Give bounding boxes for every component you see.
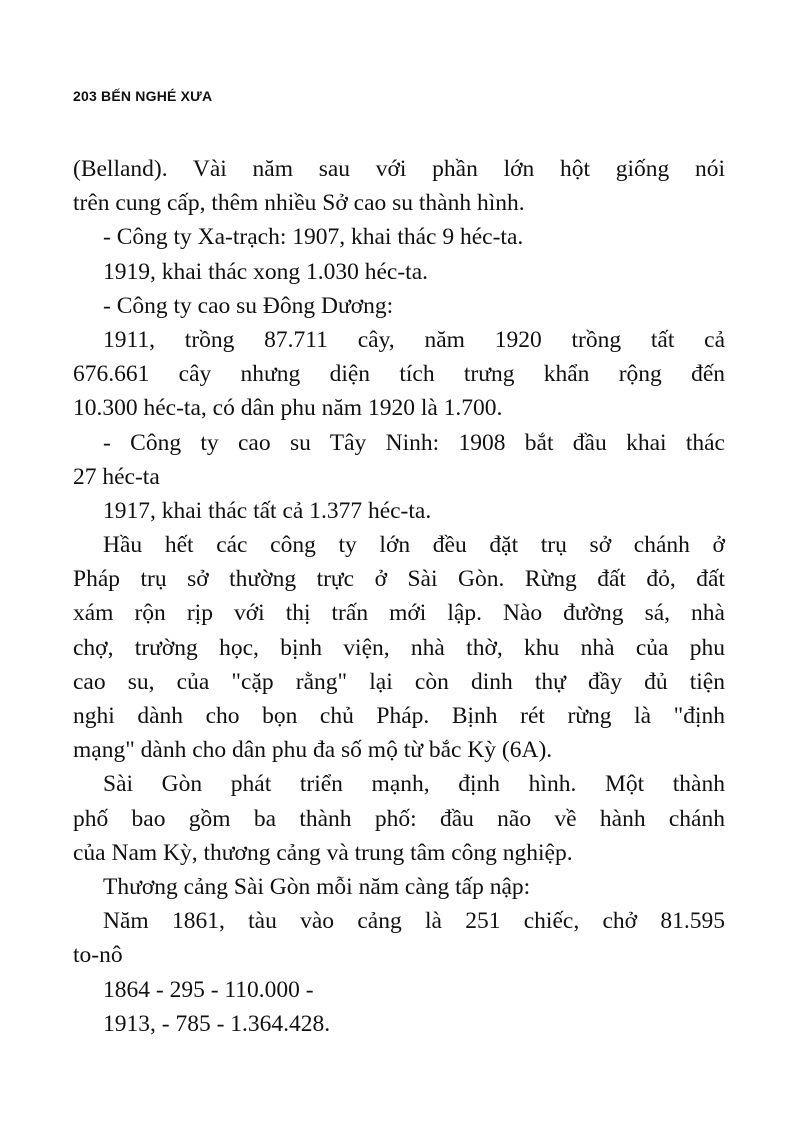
text-line: 1917, khai thác tất cả 1.377 héc-ta. — [103, 497, 432, 524]
text-line: Pháp trụ sở thường trực ở Sài Gòn. Rừng đất đỏ, đất — [73, 566, 725, 593]
text-line: nghi dành cho bọn chủ Pháp. Bịnh rét rừng là "định — [73, 703, 725, 729]
running-header: 203 BẾN NGHÉ XƯA — [73, 88, 213, 104]
text-line: - Công ty cao su Đông Dương: — [103, 292, 394, 319]
text-line: mạng" dành cho dân phu đa số mộ từ bắc Kỳ (6A). — [73, 737, 553, 764]
text-line: trên cung cấp, thêm nhiều Sở cao su thành hình. — [73, 190, 525, 217]
body-text — [73, 152, 725, 1041]
text-line: cao su, của "cặp rằng" lại còn dinh thự đầy đủ tiện — [73, 668, 725, 695]
text-line: Năm 1861, tàu vào cảng là 251 chiếc, chở 81.595 — [103, 908, 725, 935]
text-line: của Nam Kỳ, thương cảng và trung tâm công nghiệp. — [73, 839, 573, 866]
text-line: to-nô — [73, 942, 123, 969]
text-line: (Belland). Vài năm sau với phần lớn hột giống nói — [73, 156, 725, 182]
text-line: phố bao gồm ba thành phố: đầu não về hành chánh — [73, 805, 725, 832]
text-line: Hầu hết các công ty lớn đều đặt trụ sở chánh ở — [103, 532, 725, 559]
text-line: Thương cảng Sài Gòn mỗi năm càng tấp nập: — [103, 873, 531, 900]
text-line: - Công ty Xa-trạch: 1907, khai thác 9 héc-ta. — [103, 224, 524, 251]
text-line: 1911, trồng 87.711 cây, năm 1920 trồng tất cả — [103, 326, 725, 353]
text-line: 676.661 cây nhưng diện tích trưng khẩn rộng đến — [73, 361, 725, 388]
text-line: 27 héc-ta — [73, 463, 160, 490]
text-line: 10.300 héc-ta, có dân phu năm 1920 là 1.700. — [73, 395, 503, 422]
text-line: chợ, trường học, bịnh viện, nhà thờ, khu nhà của phu — [73, 634, 725, 661]
text-line: 1864 - 295 - 110.000 - — [103, 976, 314, 1003]
text-line: xám rộn rịp với thị trấn mới lập. Nào đường sá, nhà — [73, 600, 725, 627]
text-line: Sài Gòn phát triển mạnh, định hình. Một thành — [103, 771, 725, 798]
text-line: 1919, khai thác xong 1.030 héc-ta. — [103, 258, 428, 285]
text-line: - Công ty cao su Tây Ninh: 1908 bắt đầu khai thác — [103, 429, 725, 456]
text-line: 1913, - 785 - 1.364.428. — [103, 1010, 331, 1037]
